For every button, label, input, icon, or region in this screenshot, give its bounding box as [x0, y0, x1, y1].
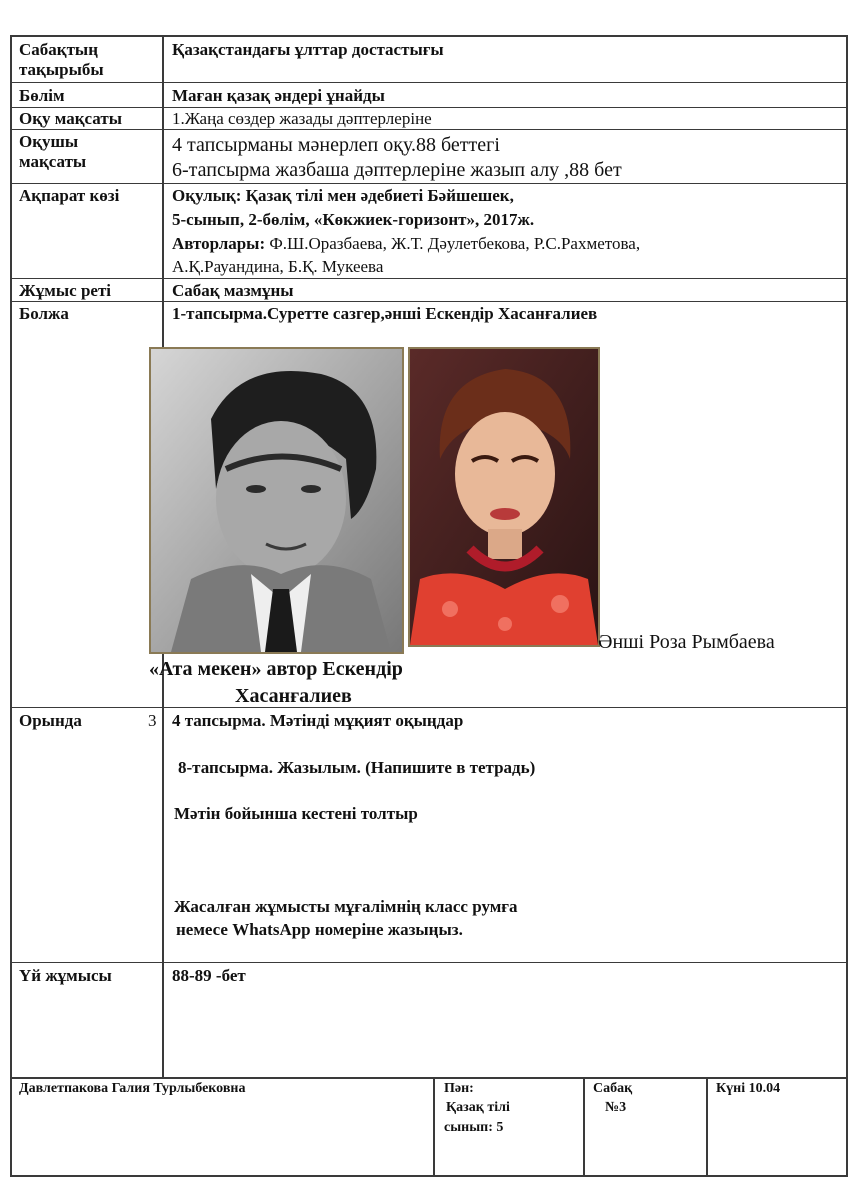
lesson-label: Сабақ	[593, 1081, 633, 1096]
lesson-number: №3	[605, 1100, 627, 1115]
section-label: Бөлім	[19, 86, 65, 105]
row-divider	[10, 129, 848, 130]
subject-value: Қазақ тілі	[446, 1100, 510, 1115]
authors-label: Авторлары:	[172, 234, 266, 253]
table-border-left	[10, 35, 12, 1077]
row-divider	[10, 707, 848, 708]
homework-label: Үй жұмысы	[19, 966, 112, 985]
composer-caption-line-2: Хасанғалиев	[235, 685, 352, 707]
row-divider	[10, 962, 848, 963]
composer-portrait-icon	[151, 349, 402, 652]
source-line-2: 5-сынып, 2-бөлім, «Көкжиек-горизонт», 2017ж.	[172, 210, 535, 229]
student-goal-line-2: 6-тапсырма жазбаша дәптерлеріне жазып алу ,88 бет	[172, 159, 622, 181]
footer-border-left	[10, 1077, 12, 1177]
topic-label: Сабақтың тақырыбы	[19, 40, 104, 79]
perform-label: Орында	[19, 711, 82, 730]
footer-divider	[433, 1077, 435, 1177]
footer-border-bottom	[10, 1175, 848, 1177]
footer-border-right	[846, 1077, 848, 1177]
student-goal-label: Оқушы мақсаты	[19, 132, 87, 171]
row-divider	[10, 183, 848, 184]
source-authors	[172, 234, 640, 254]
section-value: Маған қазақ әндері ұнайды	[172, 86, 385, 105]
perform-task-4: 4 тапсырма. Мәтінді мұқият оқыңдар	[172, 711, 464, 730]
lesson-date: Күні 10.04	[716, 1081, 781, 1096]
composer-caption-line-1: «Ата мекен» автор Ескендір	[149, 658, 403, 680]
table-border-top	[10, 35, 848, 37]
authors-line-1: Ф.Ш.Оразбаева, Ж.Т. Дәулетбекова, Р.С.Рахметова,	[265, 234, 641, 253]
table-border-right	[846, 35, 848, 1077]
source-authors-line-2: А.Қ.Рауандина, Б.Қ. Мукеева	[172, 257, 384, 276]
work-order-label: Жұмыс реті	[19, 281, 112, 300]
work-order-value: Сабақ мазмұны	[172, 281, 294, 300]
learning-goal-value: 1.Жаңа сөздер жазады дәптерлеріне	[172, 109, 432, 128]
teacher-name: Давлетпакова Галия Турлыбековна	[19, 1081, 246, 1096]
perform-send-line-2: немесе WhatsApp номеріне жазыңыз.	[176, 920, 463, 939]
perform-task-8: 8-тапсырма. Жазылым. (Напишите в тетрадь)	[178, 758, 536, 777]
row-divider	[10, 278, 848, 279]
source-label: Ақпарат көзі	[19, 186, 120, 205]
singer-caption: Әнші Роза Рымбаева	[598, 631, 775, 653]
grade: сынып: 5	[444, 1120, 504, 1135]
subject-label: Пән:	[444, 1081, 474, 1096]
perform-send-line-1: Жасалған жұмысты мұғалімнің класс румға	[174, 897, 518, 916]
row-divider	[10, 301, 848, 302]
footer-border-top	[10, 1077, 848, 1079]
footer-divider	[706, 1077, 708, 1177]
perform-number: 3	[148, 711, 157, 730]
singer-photo	[408, 347, 600, 647]
source-line-1: Оқулық: Қазақ тілі мен әдебиеті Бәйшешек,	[172, 186, 514, 205]
composer-photo	[149, 347, 404, 654]
predict-label: Болжа	[19, 304, 69, 323]
singer-portrait-icon	[410, 349, 598, 645]
row-divider	[10, 107, 848, 108]
footer-divider	[583, 1077, 585, 1177]
topic-value: Қазақстандағы ұлттар достастығы	[172, 40, 444, 59]
perform-fill-table: Мәтін бойынша кестені толтыр	[174, 804, 418, 823]
row-divider	[10, 82, 848, 83]
homework-value: 88-89 -бет	[172, 966, 246, 985]
predict-task: 1-тапсырма.Суретте сазгер,әнші Ескендір Хасанғалиев	[172, 304, 598, 323]
learning-goal-label: Оқу мақсаты	[19, 109, 122, 128]
student-goal-line-1: 4 тапсырманы мәнерлеп оқу.88 беттегі	[172, 134, 500, 156]
